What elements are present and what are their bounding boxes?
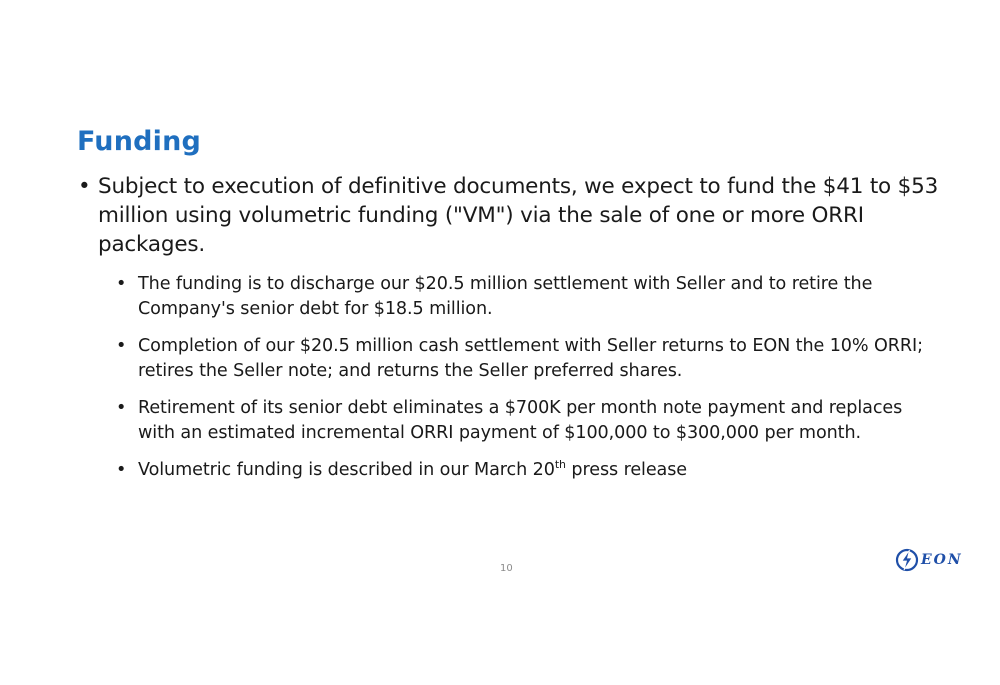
sub-bullet-text: The funding is to discharge our $20.5 million settlement with Seller and to retire the Company's senior debt for $18.5 million. [138,274,873,319]
sub-bullet [116,458,936,483]
eon-logo [895,548,963,572]
sub-bullet [116,272,936,322]
slide-title: Funding [77,126,202,157]
lightning-bolt-icon [895,548,919,572]
bullet-icon: • [116,398,127,418]
sub-bullet-list [116,272,936,483]
sub-bullet-text-after: press release [565,460,688,480]
sub-bullet-text-before: Volumetric funding is described in our March 20 [138,460,555,480]
bullet-list [78,172,948,495]
bullet-icon: • [116,274,127,294]
bullet-icon: • [78,174,91,199]
main-bullet [78,172,948,483]
sub-bullet-text: Completion of our $20.5 million cash settlement with Seller returns to EON the 10% ORRI; retires the Seller note; and returns the Seller preferred shares. [138,336,923,381]
sub-bullet [116,396,936,446]
bullet-icon: • [116,460,127,480]
logo-text: EON [921,552,963,568]
bullet-icon: • [116,336,127,356]
superscript: th [554,458,566,472]
sub-bullet [116,334,936,384]
main-bullet-text: Subject to execution of definitive documents, we expect to fund the $41 to $53 million using volumetric funding ("VM") via the sale of one or more ORRI packages. [98,174,939,257]
sub-bullet-text: Retirement of its senior debt eliminates a $700K per month note payment and replaces with an estimated incremental ORRI payment of $100,000 to $300,000 per month. [138,398,903,443]
sub-bullet-text [138,460,687,480]
page-number: 10 [500,563,513,574]
